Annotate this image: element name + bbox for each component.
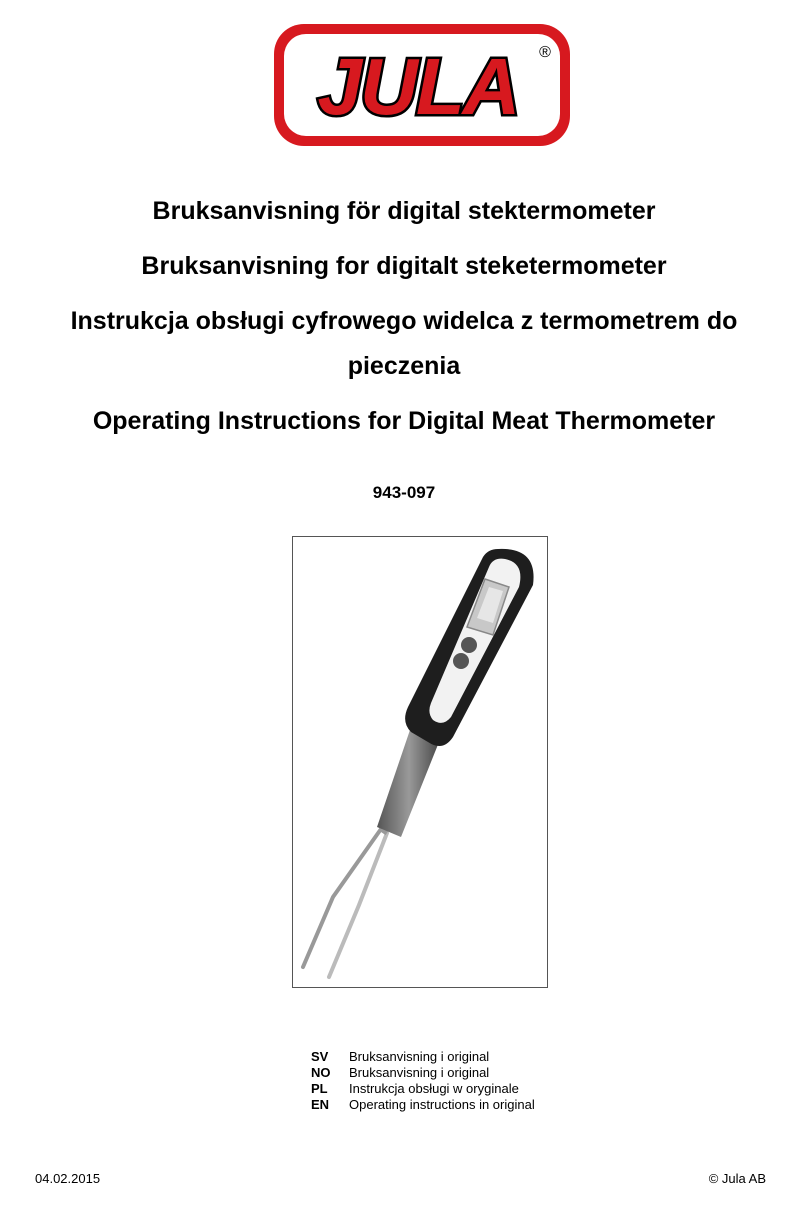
footer-date: 04.02.2015 (35, 1171, 101, 1186)
language-text: Instrukcja obsługi w oryginale (349, 1081, 519, 1096)
language-list (311, 1049, 535, 1113)
model-number: 943-097 (372, 483, 436, 502)
list-item (311, 1065, 535, 1081)
list-item (311, 1049, 535, 1065)
svg-text:JULA: JULA (317, 42, 519, 131)
footer-copyright: © Jula AB (708, 1171, 766, 1186)
title-polish-line1: Instrukcja obsługi cyfrowego widelca z termometrem do (70, 307, 738, 335)
product-image (292, 536, 548, 988)
title-polish-line2: pieczenia (347, 352, 461, 380)
title-english: Operating Instructions for Digital Meat Thermometer (92, 407, 716, 435)
language-code: NO (311, 1065, 331, 1080)
svg-text:®: ® (539, 44, 551, 61)
language-text: Bruksanvisning i original (349, 1049, 490, 1064)
language-text: Bruksanvisning i original (349, 1065, 490, 1080)
list-item (311, 1097, 535, 1113)
language-code: EN (311, 1097, 330, 1112)
language-text: Operating instructions in original (349, 1097, 535, 1112)
title-norwegian: Bruksanvisning for digitalt steketermometer (141, 252, 667, 280)
title-swedish: Bruksanvisning för digital stektermometer (152, 197, 656, 225)
list-item (311, 1081, 535, 1097)
language-code: PL (311, 1081, 328, 1096)
jula-logo (272, 22, 572, 148)
language-code: SV (311, 1049, 329, 1064)
